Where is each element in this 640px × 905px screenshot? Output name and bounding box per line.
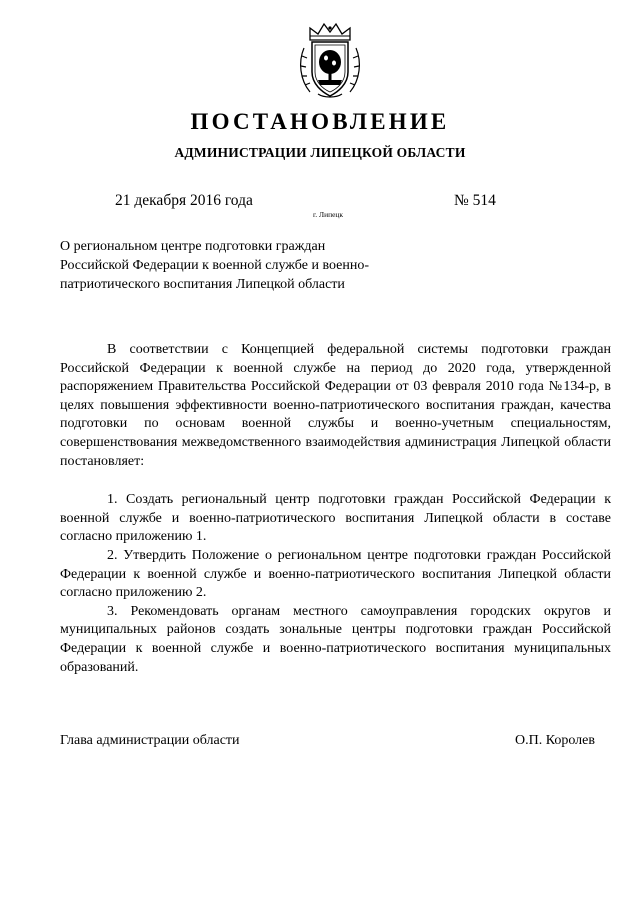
document-number: № 514 — [454, 192, 496, 209]
document-title: ПОСТАНОВЛЕНИЕ — [190, 109, 450, 134]
clause-2-paragraph: 2. Утвердить Положение о региональном центре подготовки граждан Российской Федерации к военной службе и военно-патриотического воспитания Липецкой области согласно приложению 2. — [60, 547, 611, 601]
document-subject: О региональном центре подготовки граждан Российской Федерации к военной службе и военно-патриотического воспитания Липецкой области — [60, 239, 369, 292]
document-date: 21 декабря 2016 года — [115, 192, 253, 209]
document-city: г. Липецк — [313, 210, 344, 219]
preamble-paragraph: В соответствии с Концепцией федеральной системы подготовки граждан Российской Федерации к военной службе на период до 2020 года, утвержденной распоряжением Правительства Российской Федерации от 03 февраля 2010 года №134-р, в целях повышения эффективности военно-патриотического воспитания граждан, качества подготовки по основам военной службы и военно-учетным специальностям, совершенствования межведомственного взаимодействия администрация Липецкой области постановляет: — [60, 342, 611, 469]
signatory-name: О.П. Королев — [515, 733, 595, 748]
issuing-authority: АДМИНИСТРАЦИИ ЛИПЕЦКОЙ ОБЛАСТИ — [174, 145, 466, 160]
lipetsk-coat-of-arms-icon — [296, 22, 364, 100]
clause-1-paragraph: 1. Создать региональный центр подготовки граждан Российской Федерации к военной службе и военно-патриотического воспитания Липецкой области в составе согласно приложению 1. — [60, 492, 611, 545]
clause-3-paragraph: 3. Рекомендовать органам местного самоуправления городских округов и муниципальных районов создать зональные центры подготовки граждан Российской Федерации к военной службе и военно-патриотического воспитания муниципальных образований. — [60, 603, 611, 675]
document-body — [60, 341, 611, 677]
signatory-position: Глава администрации области — [60, 733, 240, 748]
